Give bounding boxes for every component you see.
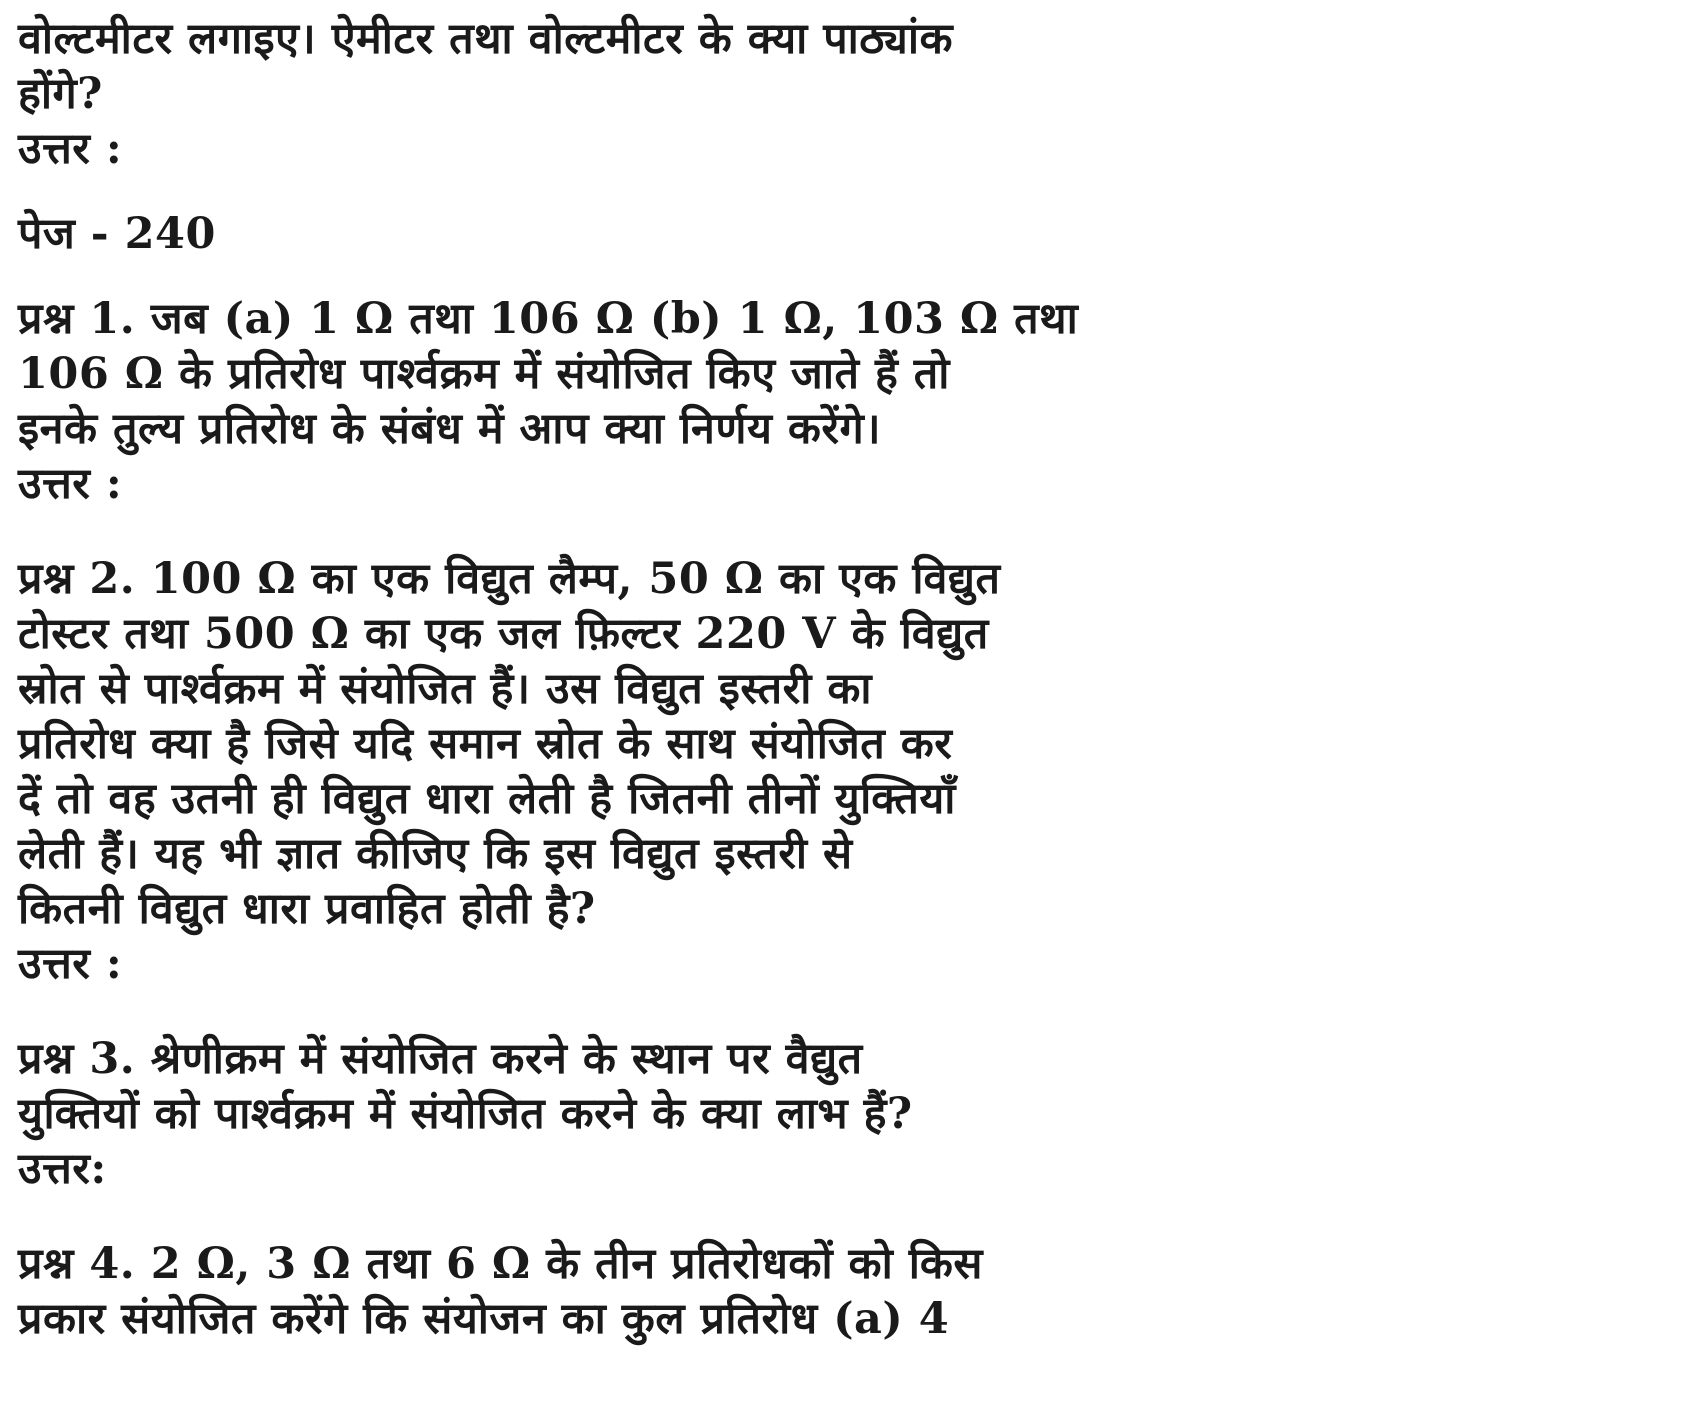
question-2-line-5: दें तो वह उतनी ही विद्युत धारा लेती है जितनी तीनों युक्तियाँ [18, 774, 956, 824]
question-2-line-7: कितनी विद्युत धारा प्रवाहित होती है? [18, 884, 596, 934]
question-2-line-2: टोस्टर तथा 500 Ω का एक जल फ़िल्टर 220 V के विद्युत [18, 609, 989, 659]
question-1-line-2: 106 Ω के प्रतिरोध पार्श्वक्रम में संयोजित किए जाते हैं तो [18, 349, 950, 399]
intro-block [18, 12, 1178, 177]
page-number: पेज - 240 [18, 209, 216, 259]
question-1-line-3: इनके तुल्य प्रतिरोध के संबंध में आप क्या निर्णय करेंगे। [18, 404, 882, 454]
question-2-line-4: प्रतिरोध क्या है जिसे यदि समान स्रोत के साथ संयोजित कर [18, 719, 953, 769]
question-1 [18, 292, 1178, 512]
question-2-line-3: स्रोत से पार्श्वक्रम में संयोजित हैं। उस विद्युत इस्तरी का [18, 664, 872, 714]
document-page [18, 12, 1178, 1347]
question-2 [18, 552, 1178, 992]
question-3 [18, 1032, 1178, 1197]
question-3-line-1: प्रश्न 3. श्रेणीक्रम में संयोजित करने के स्थान पर वैद्युत [18, 1034, 863, 1084]
question-1-answer-label: उत्तर : [18, 459, 123, 509]
question-1-line-1: प्रश्न 1. जब (a) 1 Ω तथा 106 Ω (b) 1 Ω, 103 Ω तथा [18, 294, 1079, 344]
question-2-line-1: प्रश्न 2. 100 Ω का एक विद्युत लैम्प, 50 Ω का एक विद्युत [18, 554, 1001, 604]
intro-line-2: होंगे? [18, 69, 103, 119]
question-3-line-2: युक्तियों को पार्श्वक्रम में संयोजित करने के क्या लाभ हैं? [18, 1089, 913, 1139]
question-4-line-1: प्रश्न 4. 2 Ω, 3 Ω तथा 6 Ω के तीन प्रतिरोधकों को किस [18, 1239, 983, 1289]
intro-answer-label: उत्तर : [18, 124, 123, 174]
question-2-answer-label: उत्तर : [18, 939, 123, 989]
question-4 [18, 1237, 1178, 1347]
question-2-line-6: लेती हैं। यह भी ज्ञात कीजिए कि इस विद्युत इस्तरी से [18, 829, 853, 879]
question-3-answer-label: उत्तर: [18, 1144, 107, 1194]
intro-line-1: वोल्टमीटर लगाइए। ऐमीटर तथा वोल्टमीटर के क्या पाठ्यांक [18, 14, 954, 64]
question-4-line-2: प्रकार संयोजित करेंगे कि संयोजन का कुल प्रतिरोध (a) 4 [18, 1294, 950, 1344]
